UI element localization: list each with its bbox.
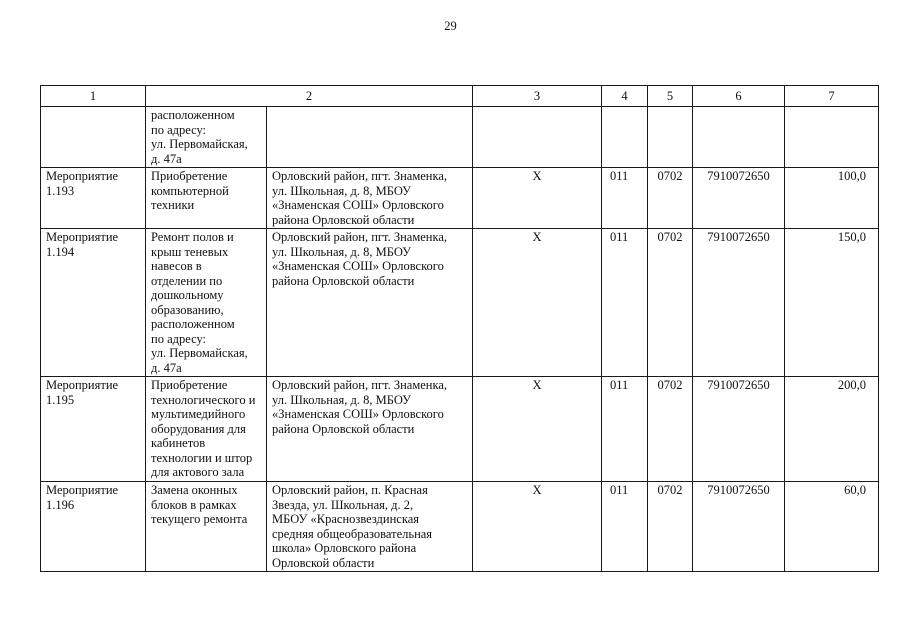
- activity-address-cell-line: «Знаменская СОШ» Орловского: [272, 198, 444, 212]
- activity-address-cell-line: «Знаменская СОШ» Орловского: [272, 407, 444, 421]
- col7-cell: 150,0: [785, 229, 879, 377]
- activity-address-cell-line: Орловский район, пгт. Знаменка,: [272, 169, 448, 183]
- activity-name-cell-line: технологического и: [151, 392, 256, 407]
- activity-name-cell-line: технологии и штор: [151, 450, 253, 465]
- col4-cell: 011: [602, 229, 648, 377]
- activity-name-cell-line: компьютерной: [151, 183, 229, 198]
- activity-name-cell: [146, 229, 267, 377]
- activity-name-cell: [146, 482, 267, 572]
- col6-cell: 7910072650: [693, 168, 785, 229]
- activity-name-cell-line: Приобретение: [151, 378, 228, 392]
- col3-cell: Х: [473, 482, 602, 572]
- col3-cell: Х: [473, 229, 602, 377]
- activity-name-cell-line: отделении по: [151, 273, 223, 288]
- activity-name-cell-line: Ремонт полов и: [151, 230, 234, 244]
- activity-name-cell-line: д. 47а: [151, 360, 182, 375]
- activity-address-cell-line: района Орловской области: [272, 273, 415, 288]
- col6-cell: 7910072650: [693, 229, 785, 377]
- header-col-3: 3: [473, 86, 602, 107]
- col5-cell: 0702: [648, 482, 693, 572]
- activity-address-cell: [267, 229, 473, 377]
- activity-id-cell-line: Мероприятие: [46, 230, 119, 244]
- activity-id-cell-line: 1.194: [46, 244, 75, 259]
- activity-address-cell-line: Орловской области: [272, 555, 375, 570]
- activity-name-cell-line: техники: [151, 198, 195, 212]
- activity-address-cell-line: Орловский район, пгт. Знаменка,: [272, 378, 448, 392]
- activity-address-cell-line: школа» Орловского района: [272, 541, 417, 555]
- activity-id-cell: [41, 107, 146, 168]
- activity-name-cell-line: Приобретение: [151, 169, 228, 183]
- activity-id-cell-line: 1.193: [46, 183, 75, 198]
- header-row: [41, 86, 879, 107]
- activity-name-cell-line: ул. Первомайская,: [151, 346, 248, 360]
- activity-name-cell: [146, 168, 267, 229]
- activity-address-cell-line: средняя общеобразовательная: [272, 526, 433, 541]
- table-row: [41, 107, 879, 168]
- activity-name-cell-line: д. 47а: [151, 151, 182, 166]
- activity-address-cell-line: ул. Школьная, д. 8, МБОУ: [272, 244, 411, 259]
- activity-name-cell-line: расположенном: [151, 317, 235, 331]
- activity-address-cell-line: Орловский район, п. Красная: [272, 483, 428, 497]
- col7-cell: 60,0: [785, 482, 879, 572]
- activity-id-cell: [41, 168, 146, 229]
- table-row: [41, 482, 879, 572]
- activity-name-cell-line: по адресу:: [151, 122, 207, 137]
- activity-name-cell-line: оборудования для: [151, 421, 246, 436]
- col5-cell: 0702: [648, 377, 693, 482]
- activity-address-cell-line: района Орловской области: [272, 421, 415, 436]
- activity-id-cell: [41, 377, 146, 482]
- col4-cell: 011: [602, 377, 648, 482]
- header-col-2: 2: [146, 86, 473, 107]
- activity-address-cell: [267, 377, 473, 482]
- activity-name-cell-line: Замена оконных: [151, 483, 238, 497]
- col3-cell: Х: [473, 377, 602, 482]
- activity-id-cell-line: Мероприятие: [46, 483, 119, 497]
- activity-address-cell: [267, 482, 473, 572]
- activity-address-cell-line: «Знаменская СОШ» Орловского: [272, 259, 444, 273]
- activity-name-cell-line: ул. Первомайская,: [151, 137, 248, 151]
- activity-address-cell: [267, 168, 473, 229]
- activity-name-cell-line: дошкольному: [151, 288, 224, 302]
- header-col-7: 7: [785, 86, 879, 107]
- col4-cell: [602, 107, 648, 168]
- activity-address-cell-line: ул. Школьная, д. 8, МБОУ: [272, 183, 411, 198]
- activity-name-cell-line: навесов в: [151, 259, 202, 273]
- activity-name-cell: [146, 377, 267, 482]
- header-col-4: 4: [602, 86, 648, 107]
- col6-cell: 7910072650: [693, 377, 785, 482]
- col7-cell: 200,0: [785, 377, 879, 482]
- activity-address-cell-line: ул. Школьная, д. 8, МБОУ: [272, 392, 411, 407]
- col7-cell: 100,0: [785, 168, 879, 229]
- activity-name-cell: [146, 107, 267, 168]
- activity-name-cell-line: кабинетов: [151, 436, 206, 450]
- activity-id-cell-line: 1.196: [46, 497, 75, 512]
- col4-cell: 011: [602, 168, 648, 229]
- activity-address-cell-line: Орловский район, пгт. Знаменка,: [272, 230, 448, 244]
- col7-cell: [785, 107, 879, 168]
- col5-cell: 0702: [648, 229, 693, 377]
- activity-id-cell: [41, 229, 146, 377]
- table-row: [41, 229, 879, 377]
- activity-name-cell-line: расположенном: [151, 108, 235, 122]
- col5-cell: [648, 107, 693, 168]
- col6-cell: 7910072650: [693, 482, 785, 572]
- col3-cell: Х: [473, 168, 602, 229]
- col3-cell: [473, 107, 602, 168]
- activity-address-cell-line: Звезда, ул. Школьная, д. 2,: [272, 497, 414, 512]
- activity-id-cell: [41, 482, 146, 572]
- header-col-5: 5: [648, 86, 693, 107]
- activity-address-cell-line: района Орловской области: [272, 212, 415, 227]
- col4-cell: 011: [602, 482, 648, 572]
- activity-id-cell-line: Мероприятие: [46, 378, 119, 392]
- table-body: [41, 107, 879, 572]
- table-row: [41, 377, 879, 482]
- col5-cell: 0702: [648, 168, 693, 229]
- activity-name-cell-line: по адресу:: [151, 331, 207, 346]
- header-col-1: 1: [41, 86, 146, 107]
- activity-name-cell-line: мультимедийного: [151, 407, 246, 421]
- activity-name-cell-line: для актового зала: [151, 465, 245, 479]
- header-col-6: 6: [693, 86, 785, 107]
- activity-name-cell-line: блоков в рамках: [151, 497, 237, 512]
- activity-name-cell-line: текущего ремонта: [151, 512, 248, 526]
- page-number: 29: [444, 19, 457, 33]
- activities-table: [40, 85, 879, 572]
- table-row: [41, 168, 879, 229]
- activity-id-cell-line: Мероприятие: [46, 169, 119, 183]
- activity-address-cell: [267, 107, 473, 168]
- activity-name-cell-line: крыш теневых: [151, 244, 229, 259]
- col6-cell: [693, 107, 785, 168]
- activity-name-cell-line: образованию,: [151, 302, 224, 317]
- activity-address-cell-line: МБОУ «Краснозвездинская: [272, 512, 420, 526]
- activity-id-cell-line: 1.195: [46, 392, 75, 407]
